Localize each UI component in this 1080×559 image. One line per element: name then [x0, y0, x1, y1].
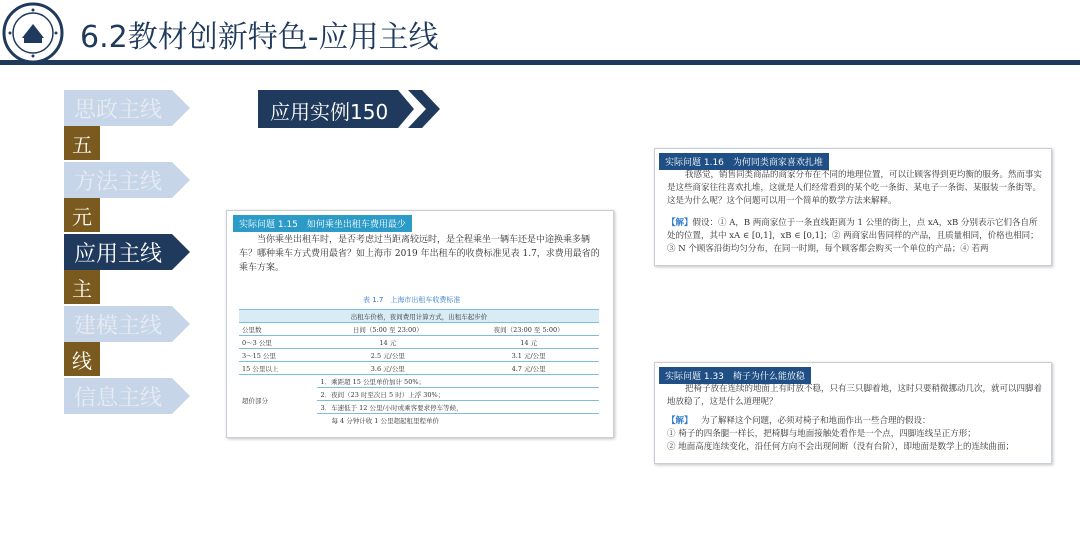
nav-item-label: 思政主线: [74, 97, 163, 123]
solve-label: 【解】: [667, 218, 693, 228]
header-divider: [0, 60, 1080, 65]
table-header: 出租车价格，夜间费用计算方式，出租车起步价: [239, 310, 599, 323]
table-cell: 每 4 分钟计收 1 公里超起租里程单价: [317, 414, 599, 427]
table-col-header: 日间（5:00 至 23:00）: [317, 323, 458, 336]
table-row: [239, 349, 599, 362]
table-cell: 2.5 元/公里: [317, 349, 458, 362]
nav-item-label: 建模主线: [74, 313, 163, 339]
table-cell: 3～15 公里: [239, 349, 317, 362]
table-row: [239, 375, 599, 388]
card-tag: 实际问题 1.15 如何乘坐出租车费用最少: [233, 215, 412, 232]
vertical-char: 主: [64, 270, 100, 304]
nav-item-label: 方法主线: [74, 169, 163, 195]
card-solution: [667, 415, 1043, 454]
table-cell: 3．车速低于 12 公里/小时或乘客要求停车等候，: [317, 401, 599, 414]
solve-line: ② 地面高度连续变化，沿任何方向不会出现间断（没有台阶），即地面是数学上的连续曲面；: [667, 442, 1014, 452]
table-col-header: 公里数: [239, 323, 317, 336]
table-row: [239, 336, 599, 349]
university-seal-icon: [2, 2, 64, 64]
nav-item-fangfa[interactable]: [64, 162, 190, 198]
page-title: 6.2教材创新特色-应用主线: [80, 20, 439, 55]
table-cell: 2．夜间（23 时至次日 5 时）上浮 30%；: [317, 388, 599, 401]
nav-item-xinxi[interactable]: [64, 378, 190, 414]
example-label-text: 应用实例150: [270, 100, 389, 124]
nav-item-label: 信息主线: [74, 385, 163, 411]
vertical-char: 元: [64, 198, 100, 232]
table-cell: 1．乘距超 15 公里单价加计 50%；: [317, 375, 599, 388]
nav-item-jianmo[interactable]: [64, 306, 190, 342]
example-card-shops: [654, 148, 1052, 266]
table-caption: 表 1.7 上海市出租车收费标准: [363, 296, 461, 304]
card-text: 当你乘坐出租车时，是否考虑过当距离较远时，是全程乘坐一辆车还是中途换乘多辆车？哪种乘车方式费用最省？如上海市 2019 年出租车的收费标准见表 1.7，求费用最省的乘车方案。: [239, 235, 600, 273]
solve-line: 为了解释这个问题，必须对椅子和地面作出一些合理的假设：: [701, 416, 931, 426]
card-solution: [667, 217, 1043, 256]
vertical-char: 线: [64, 342, 100, 376]
table-row: [239, 362, 599, 375]
example-card-chair: [654, 362, 1052, 464]
card-text: 把椅子放在连续的地面上有时放不稳，只有三只脚着地，这时只要稍微挪动几次，就可以四脚着地放稳了，这是什么道理呢？: [667, 384, 1043, 407]
example-card-taxi: [226, 210, 614, 438]
solve-text: 假设：① A，B 两商家位于一条直线距离为 1 公里的街上，点 xA，xB 分别表示它们各自所处的位置，其中 xA ∈ [0,1]，xB ∈ [0,1]；② 两商家出售同样的产品，且质量相同，价格也相同；③ N 个顾客沿街均匀分布，在同一时期，每个顾客都会购买一个单位的产品；④ 若两: [667, 218, 1039, 254]
vertical-char: 五: [64, 126, 100, 160]
table-cell: 超价部分: [239, 375, 317, 427]
fare-table: [239, 309, 599, 426]
nav-item-sizheng[interactable]: [64, 90, 190, 126]
card-tag: 实际问题 1.16 为何同类商家喜欢扎堆: [659, 153, 829, 170]
solve-label: 【解】: [667, 416, 693, 426]
table-cell: 14 元: [458, 336, 599, 349]
card-tag: 实际问题 1.33 椅子为什么能放稳: [659, 367, 811, 384]
table-cell: 4.7 元/公里: [458, 362, 599, 375]
table-cell: 3.6 元/公里: [317, 362, 458, 375]
solve-line: ① 椅子的四条腿一样长，把椅脚与地面接触处看作是一个点，四脚连线呈正方形；: [667, 429, 976, 439]
card-text: 我感觉，销售同类商品的商家分布在不同的地理位置，可以让顾客得到更均衡的服务。然而事实是这些商家往往喜欢扎堆，这就是人们经常看到的某个吃一条街、某电子一条街、某服装一条街等。这是为什么呢？这个问题可以用一个简单的数学方法来解释。: [667, 170, 1043, 206]
table-cell: 15 公里以上: [239, 362, 317, 375]
nav-item-yingyong[interactable]: [64, 234, 190, 270]
table-col-header: 夜间（23:00 至 5:00）: [458, 323, 599, 336]
table-cell: 14 元: [317, 336, 458, 349]
table-cell: 0～3 公里: [239, 336, 317, 349]
nav-item-label: 应用主线: [74, 241, 163, 267]
example-label: [258, 90, 444, 128]
table-cell: 3.1 元/公里: [458, 349, 599, 362]
